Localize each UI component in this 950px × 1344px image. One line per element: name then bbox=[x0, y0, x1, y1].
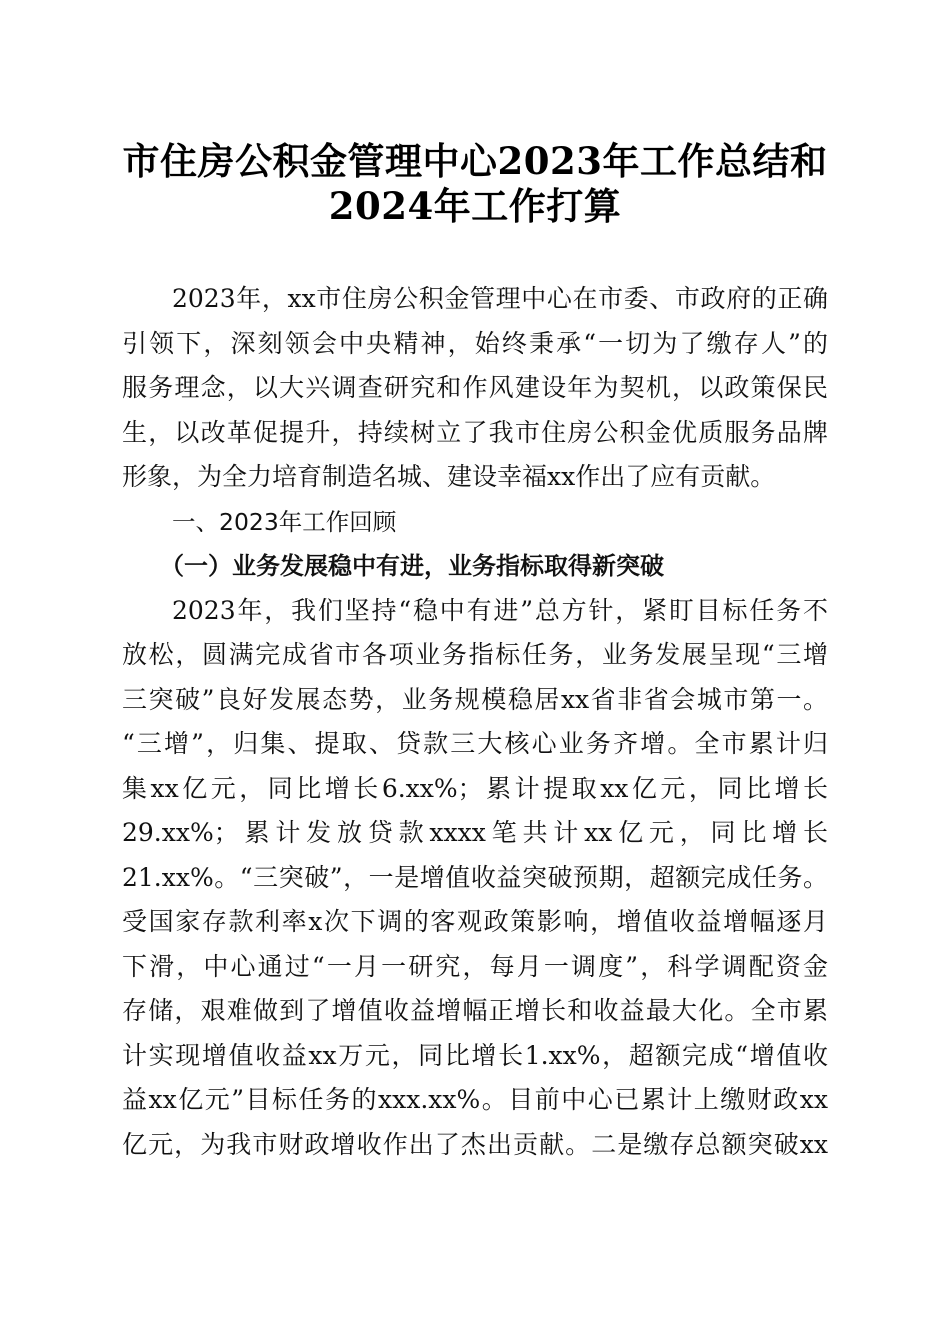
paragraph-2-line: 29.xx%；累计发放贷款xxxx笔共计xx亿元，同比增长 bbox=[122, 818, 828, 847]
paragraph-1-line: 引领下，深刻领会中央精神，始终秉承“一切为了缴存人”的 bbox=[122, 328, 828, 358]
document-title-line-1: 市住房公积金管理中心2023年工作总结和 bbox=[122, 139, 828, 183]
paragraph-2-line: 21.xx%。“三突破”，一是增值收益突破预期，超额完成任务。 bbox=[122, 862, 828, 892]
paragraph-2-line: “三增”，归集、提取、贷款三大核心业务齐增。全市累计归 bbox=[122, 729, 828, 758]
paragraph-2-line: 三突破”良好发展态势，业务规模稳居xx省非省会城市第一。 bbox=[122, 684, 828, 714]
document-body bbox=[122, 277, 828, 1167]
paragraph-2-line: 受国家存款利率x次下调的客观政策影响，增值收益增幅逐月 bbox=[122, 907, 828, 936]
paragraph-1-line: 2023年，xx市住房公积金管理中心在市委、市政府的正确 bbox=[172, 284, 828, 313]
document-title-line-2: 2024年工作打算 bbox=[328, 184, 622, 228]
paragraph-2-line: 下滑，中心通过“一月一研究，每月一调度”，科学调配资金 bbox=[122, 951, 828, 981]
paragraph-2-line: 存储，艰难做到了增值收益增幅正增长和收益最大化。全市累 bbox=[122, 996, 828, 1025]
section-heading: 一、2023年工作回顾 bbox=[172, 507, 397, 536]
paragraph-2-line: 计实现增值收益xx万元，同比增长1.xx%，超额完成“增值收 bbox=[122, 1040, 828, 1070]
paragraph-2-line: 益xx亿元”目标任务的xxx.xx%。目前中心已累计上缴财政xx bbox=[122, 1085, 828, 1114]
paragraph-1-line: 形象，为全力培育制造名城、建设幸福xx作出了应有贡献。 bbox=[122, 462, 776, 491]
paragraph-2-line: 2023年，我们坚持“稳中有进”总方针，紧盯目标任务不 bbox=[172, 595, 828, 625]
paragraph-1-line: 生，以改革促提升，持续树立了我市住房公积金优质服务品牌 bbox=[122, 417, 828, 447]
subsection-heading: （一）业务发展稳中有进，业务指标取得新突破 bbox=[160, 551, 664, 580]
paragraph-2-line: 亿元，为我市财政增收作出了杰出贡献。二是缴存总额突破xx bbox=[122, 1129, 828, 1159]
paragraph-2-line: 集xx亿元，同比增长6.xx%；累计提取xx亿元，同比增长 bbox=[122, 773, 828, 803]
paragraph-2-line: 放松，圆满完成省市各项业务指标任务，业务发展呈现“三增 bbox=[122, 640, 828, 669]
paragraph-1-line: 服务理念，以大兴调查研究和作风建设年为契机，以政策保民 bbox=[122, 373, 828, 402]
